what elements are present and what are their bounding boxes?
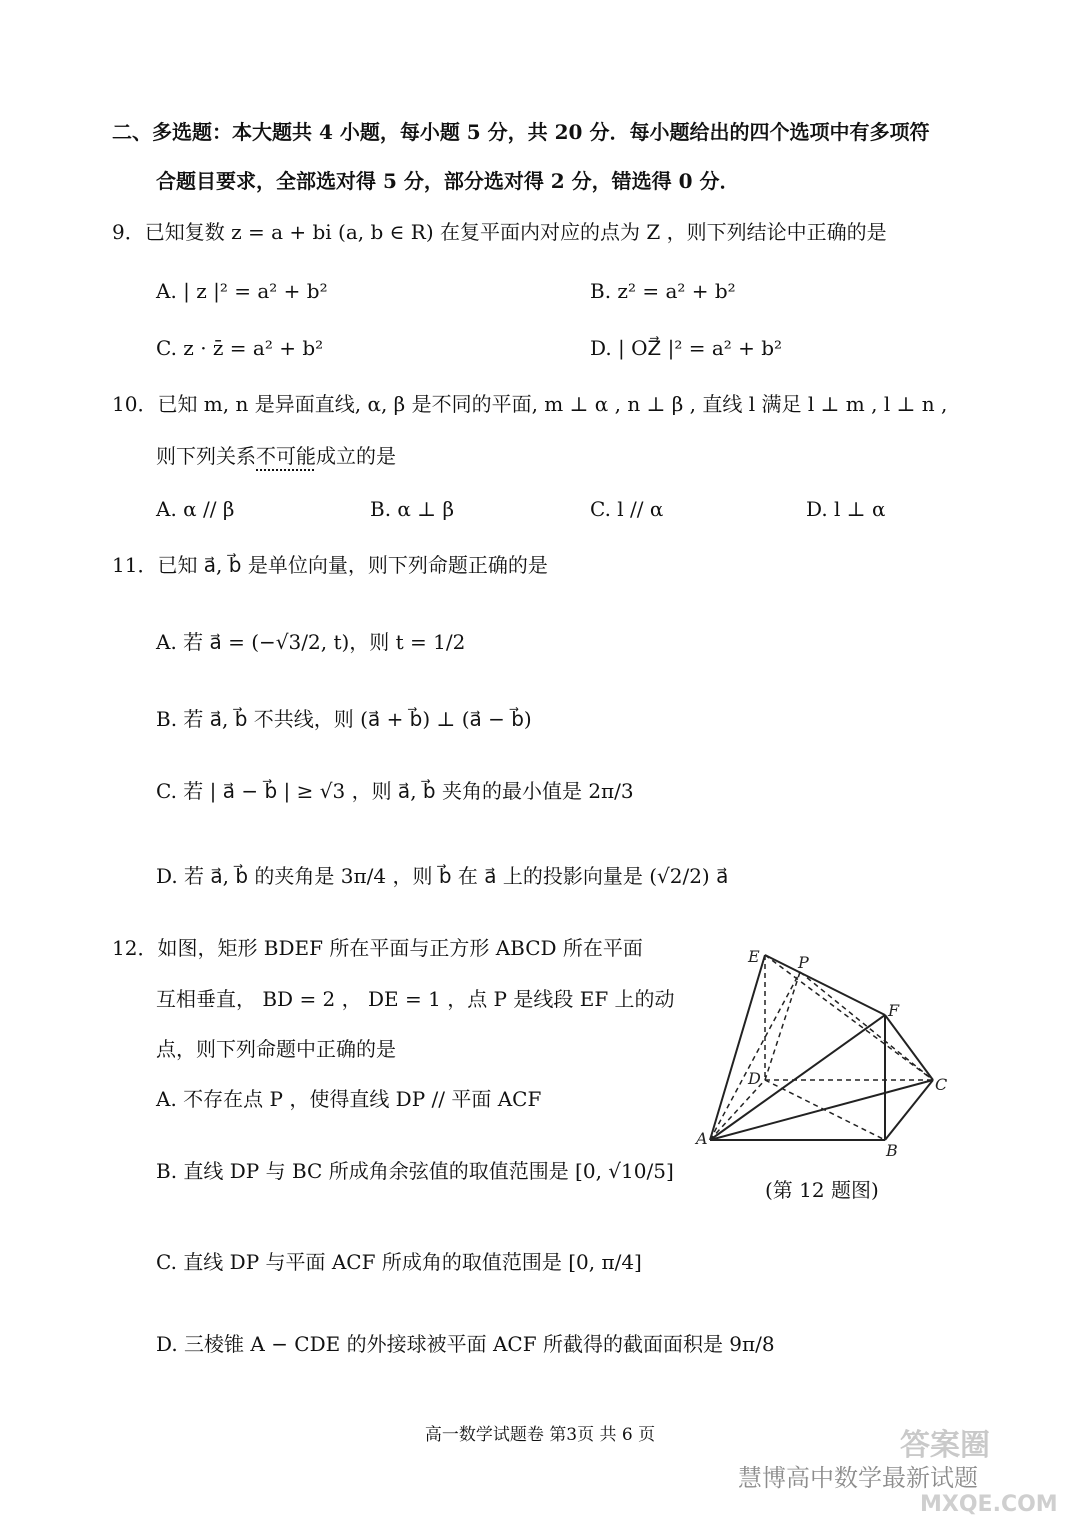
q12-stem-line1: 12．如图，矩形 BDEF 所在平面与正方形 ABCD 所在平面 — [112, 936, 643, 960]
q10-emphasis: 不可能 — [256, 444, 316, 468]
q12-option-d: D. 三棱锥 A − CDE 的外接球被平面 ACF 所截得的截面面积是 9π/8 — [156, 1332, 775, 1356]
q9-option-c: C. z · z̄ = a² + b² — [156, 336, 324, 360]
label-A: A — [696, 1129, 708, 1148]
q11-stem: 11．已知 a⃗, b⃗ 是单位向量，则下列命题正确的是 — [112, 553, 548, 577]
edge-DB — [765, 1080, 885, 1140]
section-title-line2: 合题目要求，全部选对得 5 分，部分选对得 2 分，错选得 0 分． — [156, 169, 740, 193]
label-P: P — [798, 953, 809, 972]
edge-BC — [885, 1080, 933, 1140]
q12-stem-line2: 互相垂直， BD = 2 ， DE = 1 ，点 P 是线段 EF 上的动 — [156, 987, 675, 1011]
q11-option-d: D. 若 a⃗, b⃗ 的夹角是 3π/4 ，则 b⃗ 在 a⃗ 上的投影向量是 (√2/2) a⃗ — [156, 864, 729, 888]
edge-AE — [710, 955, 765, 1140]
q11-option-b: B. 若 a⃗, b⃗ 不共线，则 (a⃗ + b⃗) ⊥ (a⃗ − b⃗) — [156, 707, 532, 731]
q10-option-d: D. l ⊥ α — [806, 497, 886, 521]
q10-option-c: C. l // α — [590, 497, 664, 521]
q10-stem-part-c: 成立的是 — [316, 444, 396, 468]
edge-EC — [765, 955, 933, 1080]
q10-option-b: B. α ⊥ β — [370, 497, 455, 521]
q12-option-b: B. 直线 DP 与 BC 所成角余弦值的取值范围是 [0, √10/5] — [156, 1159, 674, 1183]
edge-EF — [765, 955, 885, 1015]
section-title-line1: 二、多选题：本大题共 4 小题，每小题 5 分，共 20 分．每小题给出的四个选项中有多项符 — [112, 120, 930, 144]
label-E: E — [748, 947, 760, 966]
q10-stem-line2 — [156, 442, 396, 470]
figure-caption: (第 12 题图) — [765, 1178, 879, 1202]
q9-option-b: B. z² = a² + b² — [590, 279, 736, 303]
edge-PC — [800, 972, 933, 1080]
edge-AC — [710, 1080, 933, 1140]
q12-geometry-figure — [690, 940, 960, 1160]
page-footer: 高一数学试题卷 第3页 共 6 页 — [424, 1425, 656, 1445]
q9-option-a: A. | z |² = a² + b² — [156, 279, 328, 303]
label-C: C — [935, 1075, 948, 1094]
q9-stem: 9．已知复数 z = a + bi (a, b ∈ R) 在复平面内对应的点为 Z ，则下列结论中正确的是 — [112, 220, 887, 244]
q9-option-d: D. | OZ⃗ |² = a² + b² — [590, 336, 783, 360]
q10-stem-line1: 10．已知 m, n 是异面直线, α, β 是不同的平面, m ⊥ α , n ⊥ β , 直线 l 满足 l ⊥ m , l ⊥ n , — [112, 392, 948, 416]
q12-stem-line3: 点，则下列命题中正确的是 — [156, 1037, 396, 1061]
q11-option-c: C. 若 | a⃗ − b⃗ | ≥ √3 ，则 a⃗, b⃗ 夹角的最小值是 2π/3 — [156, 779, 634, 803]
q12-option-c: C. 直线 DP 与平面 ACF 所成角的取值范围是 [0, π/4] — [156, 1250, 642, 1274]
q12-option-a: A. 不存在点 P ，使得直线 DP // 平面 ACF — [156, 1087, 542, 1111]
label-F: F — [888, 1001, 900, 1020]
q11-option-a: A. 若 a⃗ = (−√3/2, t)，则 t = 1/2 — [156, 630, 466, 654]
q10-stem-part-a: 则下列关系 — [156, 444, 256, 468]
edge-AP — [710, 972, 800, 1140]
watermark-site: MXQE.COM — [920, 1492, 1058, 1517]
watermark-brand: 答案圈 — [900, 1428, 990, 1463]
watermark-text: 慧博高中数学最新试题 — [738, 1464, 978, 1492]
q10-option-a: A. α // β — [156, 497, 235, 521]
edge-AF — [710, 1015, 885, 1140]
label-B: B — [886, 1141, 898, 1160]
label-D: D — [748, 1069, 761, 1088]
